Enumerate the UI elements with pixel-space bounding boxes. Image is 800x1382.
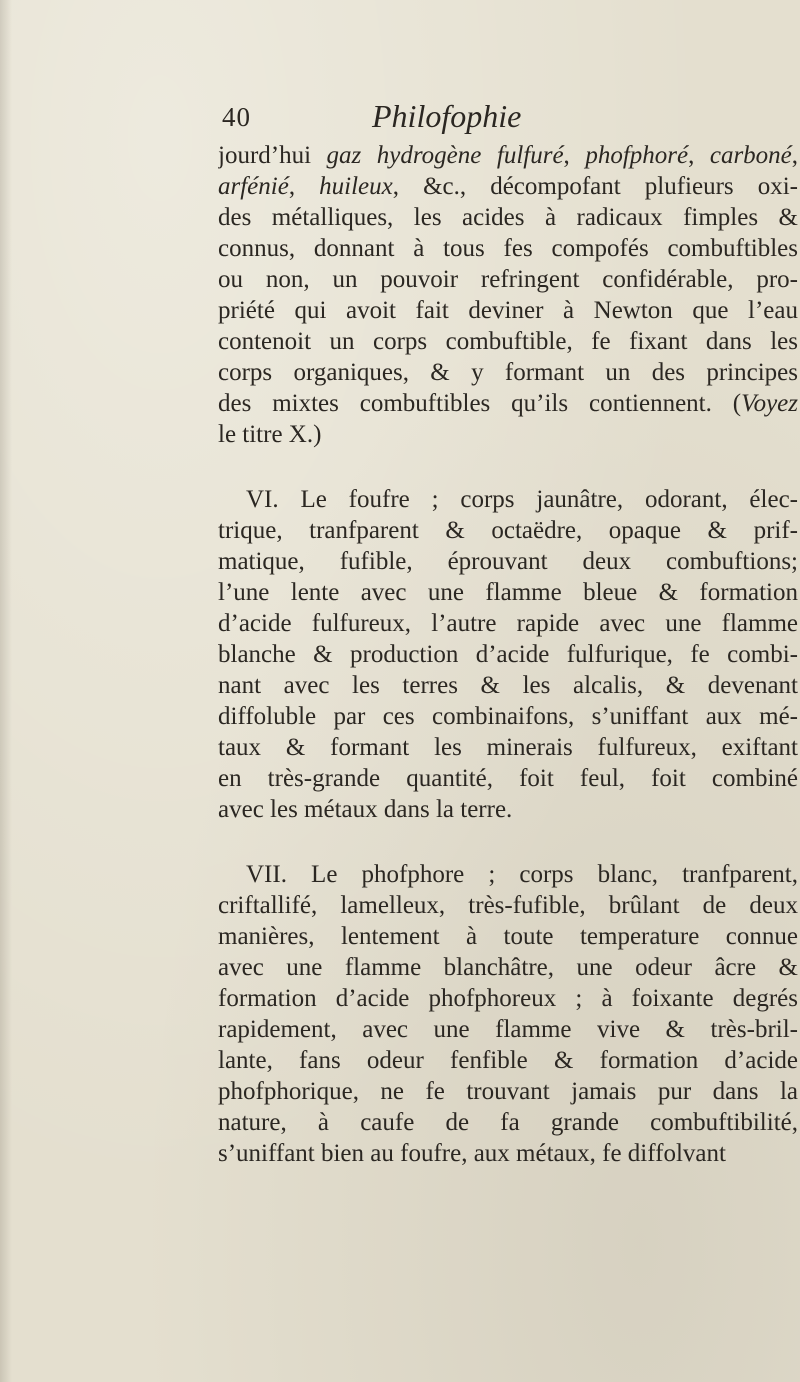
italic-text: gaz hydrogène fulfuré xyxy=(326,142,564,169)
paragraph-gap xyxy=(218,825,798,859)
paragraph-gap xyxy=(218,450,798,484)
body-text xyxy=(218,140,798,1169)
text-line: priété qui avoit fait deviner à Newton que l’eau xyxy=(218,297,798,324)
text-line: des métalliques, les acides à radicaux fimples & xyxy=(218,204,798,231)
text-line: jourd’hui gaz hydrogène fulfuré, phofphoré, carboné, xyxy=(218,142,798,169)
page-header xyxy=(0,98,800,140)
page-number: 40 xyxy=(222,102,251,132)
text-line: ou non, un pouvoir refringent confidérable, pro- xyxy=(218,266,798,293)
text-line: taux & formant les minerais fulfureux, exiftant xyxy=(218,734,798,761)
italic-text: phofphoré xyxy=(585,142,689,169)
text-line: diffoluble par ces combinaifons, s’uniffant aux mé- xyxy=(218,703,798,730)
text-line: rapidement, avec une flamme vive & très-bril- xyxy=(218,1016,798,1043)
text-line: criftallifé, lamelleux, très-fufible, brûlant de deux xyxy=(218,892,798,919)
text-line: matique, fufible, éprouvant deux combuftions; xyxy=(218,548,798,575)
text-line: VI. Le foufre ; corps jaunâtre, odorant, élec- xyxy=(246,486,798,513)
text-line: phofphorique, ne fe trouvant jamais pur dans la xyxy=(218,1078,798,1105)
text-line: en très-grande quantité, foit feul, foit combiné xyxy=(218,765,798,792)
paragraph-2 xyxy=(218,484,798,825)
text-line: d’acide fulfureux, l’autre rapide avec une flamme xyxy=(218,610,798,637)
text-line: arfénié, huileux, &c., décompofant plufieurs oxi- xyxy=(218,173,798,200)
text-line: VII. Le phofphore ; corps blanc, tranfparent, xyxy=(246,861,798,888)
italic-text: Voyez xyxy=(741,390,798,417)
italic-text: carboné xyxy=(709,142,792,169)
text-line: formation d’acide phofphoreux ; à foixante degrés xyxy=(218,985,798,1012)
paragraph-3 xyxy=(218,859,798,1169)
text-line: nature, à caufe de fa grande combuftibilité, xyxy=(218,1109,798,1136)
text-line: contenoit un corps combuftible, fe fixant dans les xyxy=(218,328,798,355)
text-line: corps organiques, & y formant un des principes xyxy=(218,359,798,386)
text-line: le titre X.) xyxy=(218,421,322,448)
italic-text: arfénié xyxy=(218,173,289,200)
italic-text: huileux xyxy=(319,173,393,200)
text-line: l’une lente avec une flamme bleue & formation xyxy=(218,579,798,606)
running-title: Philofophie xyxy=(372,98,522,134)
text-line: s’uniffant bien au foufre, aux métaux, fe diffolvant xyxy=(218,1140,726,1167)
paragraph-1 xyxy=(218,140,798,450)
text-line: manières, lentement à toute temperature connue xyxy=(218,923,798,950)
text-line: des mixtes combuftibles qu’ils contiennent. (Voyez xyxy=(218,390,798,417)
text-line: nant avec les terres & les alcalis, & devenant xyxy=(218,672,798,699)
text-line: avec les métaux dans la terre. xyxy=(218,796,513,823)
text-line: trique, tranfparent & octaëdre, opaque & prif- xyxy=(218,517,798,544)
text-line: connus, donnant à tous fes compofés combuftibles xyxy=(218,235,798,262)
text-line: lante, fans odeur fenfible & formation d’acide xyxy=(218,1047,798,1074)
page-edge-shadow xyxy=(0,0,12,1382)
text-line: blanche & production d’acide fulfurique, fe combi- xyxy=(218,641,798,668)
text-line: avec une flamme blanchâtre, une odeur âcre & xyxy=(218,954,798,981)
